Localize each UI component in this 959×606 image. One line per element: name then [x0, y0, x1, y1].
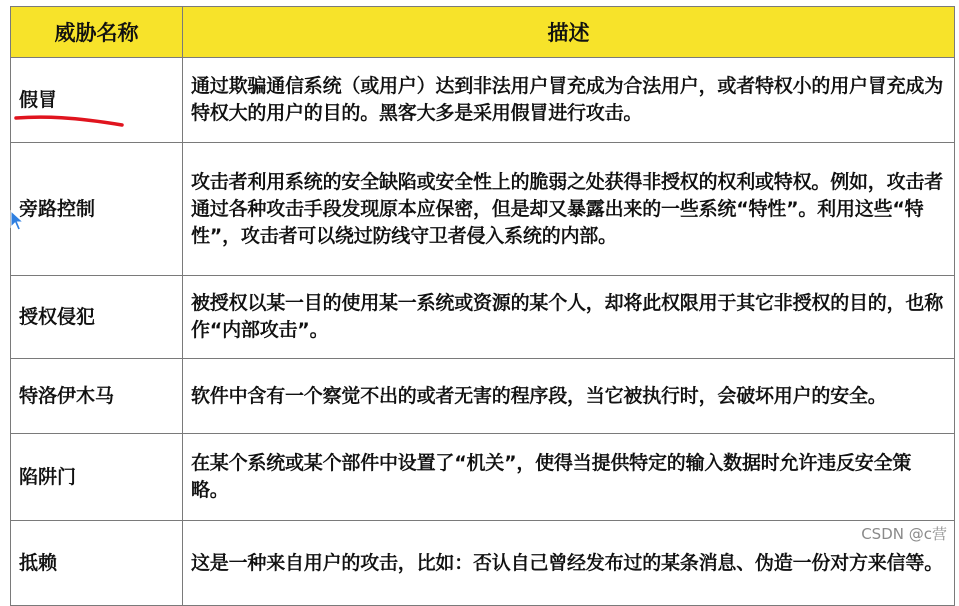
table-header-row — [11, 7, 955, 58]
threat-name: 抵赖 — [11, 521, 183, 606]
table-row — [11, 143, 955, 276]
threat-name: 旁路控制 — [11, 143, 183, 276]
header-threat-name: 威胁名称 — [11, 7, 183, 58]
threat-description: 这是一种来自用户的攻击，比如：否认自己曾经发布过的某条消息、伪造一份对方来信等。 — [183, 521, 955, 606]
threat-description: 软件中含有一个察觉不出的或者无害的程序段，当它被执行时，会破坏用户的安全。 — [183, 359, 955, 434]
threat-table — [10, 6, 955, 606]
threat-description: 通过欺骗通信系统（或用户）达到非法用户冒充成为合法用户，或者特权小的用户冒充成为特权大的用户的目的。黑客大多是采用假冒进行攻击。 — [183, 58, 955, 143]
watermark: CSDN @c营 — [861, 525, 947, 543]
header-description: 描述 — [183, 7, 955, 58]
threat-description: 攻击者利用系统的安全缺陷或安全性上的脆弱之处获得非授权的权利或特权。例如，攻击者通过各种攻击手段发现原本应保密，但是却又暴露出来的一些系统“特性”。利用这些“特性”，攻击者可以绕过防线守卫者侵入系统的内部。 — [183, 143, 955, 276]
table-row — [11, 276, 955, 359]
threat-description: 在某个系统或某个部件中设置了“机关”，使得当提供特定的输入数据时允许违反安全策略。 — [183, 434, 955, 521]
table-row — [11, 434, 955, 521]
threat-name: 授权侵犯 — [11, 276, 183, 359]
mouse-cursor-icon — [10, 210, 24, 232]
threat-description: 被授权以某一目的使用某一系统或资源的某个人，却将此权限用于其它非授权的目的，也称作“内部攻击”。 — [183, 276, 955, 359]
table-row — [11, 359, 955, 434]
table-row — [11, 58, 955, 143]
threat-name: 陷阱门 — [11, 434, 183, 521]
threat-name: 特洛伊木马 — [11, 359, 183, 434]
table-row — [11, 521, 955, 606]
threat-name: 假冒 — [11, 58, 183, 143]
